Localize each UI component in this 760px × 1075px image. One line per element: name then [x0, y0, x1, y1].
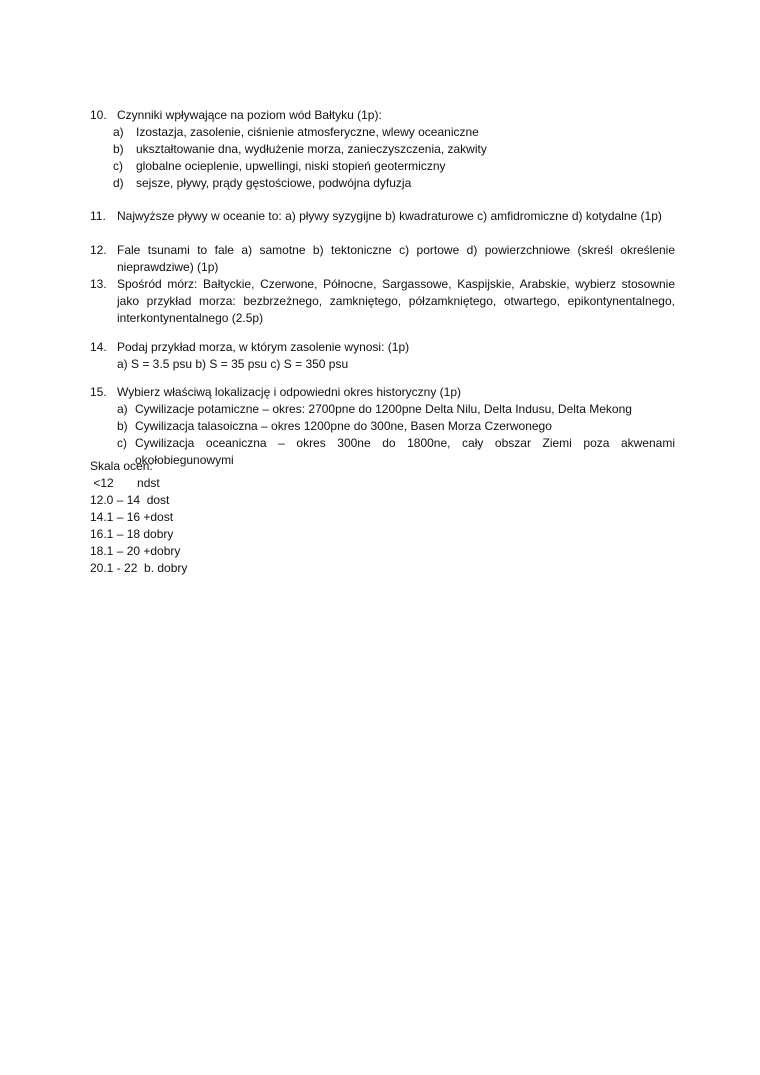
grade-entry: 14.1 – 16 +dost — [90, 510, 174, 524]
question-10 — [90, 107, 675, 192]
option-text: Cywilizacja oceaniczna – okres 300ne do 1800ne, cały obszar Ziemi poza akwenami okołobiegunowymi — [135, 436, 675, 467]
grade-entry: <12 ndst — [90, 476, 160, 490]
answer-option-b — [117, 418, 675, 435]
question-number: 11. — [90, 209, 106, 223]
option-letter: a) — [113, 125, 124, 139]
question-12 — [90, 242, 675, 276]
answer-option-a — [117, 401, 675, 418]
option-text: ukształtowanie dna, wydłużenie morza, zanieczyszczenia, zakwity — [136, 142, 487, 156]
option-text: Cywilizacja talasoiczna – okres 1200pne do 300ne, Basen Morza Czerwonego — [135, 419, 552, 433]
option-letter: a) — [117, 402, 128, 416]
grade-entry: 12.0 – 14 dost — [90, 493, 170, 507]
question-15 — [90, 384, 675, 469]
grade-entry: 20.1 - 22 b. dobry — [90, 561, 188, 575]
option-text: Cywilizacje potamiczne – okres: 2700pne do 1200pne Delta Nilu, Delta Indusu, Delta Mekong — [135, 402, 632, 416]
question-text: Spośród mórz: Bałtyckie, Czerwone, Północne, Sargassowe, Kaspijskie, Arabskie, wybierz stosownie jako przykład morza: bezbrzeżnego, zamkniętego, półzamkniętego, otwartego, epikontynentalnego, interkontynentalnego (2.5p) — [117, 277, 675, 325]
scale-row — [90, 492, 390, 509]
grading-scale — [90, 458, 390, 577]
question-text: Wybierz właściwą lokalizację i odpowiedni okres historyczny (1p) — [117, 385, 462, 399]
option-letter: d) — [113, 176, 124, 190]
question-11 — [90, 208, 675, 225]
question-text: Czynniki wpływające na poziom wód Bałtyku (1p): — [117, 108, 382, 122]
option-text: globalne ocieplenie, upwellingi, niski stopień geotermiczny — [136, 159, 446, 173]
question-number: 14. — [90, 340, 107, 354]
scale-row — [90, 509, 390, 526]
grade-entry: 16.1 – 18 dobry — [90, 527, 174, 541]
question-text: Podaj przykład morza, w którym zasolenie wynosi: (1p) — [117, 340, 410, 354]
option-letter: c) — [113, 159, 123, 173]
option-text: sejsze, pływy, prądy gęstościowe, podwójna dyfuzja — [136, 176, 412, 190]
option-letter: b) — [117, 419, 128, 433]
scale-row — [90, 560, 390, 577]
answer-option-c — [113, 158, 675, 175]
answer-option-a — [113, 124, 675, 141]
scale-row — [90, 543, 390, 560]
scale-title: Skala ocen: — [90, 459, 153, 473]
option-letter: b) — [113, 142, 124, 156]
question-13 — [90, 276, 675, 327]
question-number: 10. — [90, 108, 107, 122]
scale-row — [90, 475, 390, 492]
option-text: Izostazja, zasolenie, ciśnienie atmosferyczne, wlewy oceaniczne — [136, 125, 479, 139]
question-14 — [90, 339, 675, 373]
question-text: Najwyższe pływy w oceanie to: a) pływy syzygijne b) kwadraturowe c) amfidromiczne d) kotydalne (1p) — [117, 209, 662, 223]
option-letter: c) — [117, 436, 127, 450]
question-text: Fale tsunami to fale a) samotne b) tektoniczne c) portowe d) powierzchniowe (skreśl określenie nieprawdziwe) (1p) — [117, 243, 675, 274]
answer-option-b — [113, 141, 675, 158]
question-number: 15. — [90, 385, 107, 399]
answer-option-d — [113, 175, 675, 192]
question-number: 12. — [90, 243, 107, 257]
question-number: 13. — [90, 277, 107, 291]
question-answers-line: a) S = 3.5 psu b) S = 35 psu c) S = 350 psu — [117, 357, 349, 371]
scale-row — [90, 526, 390, 543]
grade-entry: 18.1 – 20 +dobry — [90, 544, 181, 558]
